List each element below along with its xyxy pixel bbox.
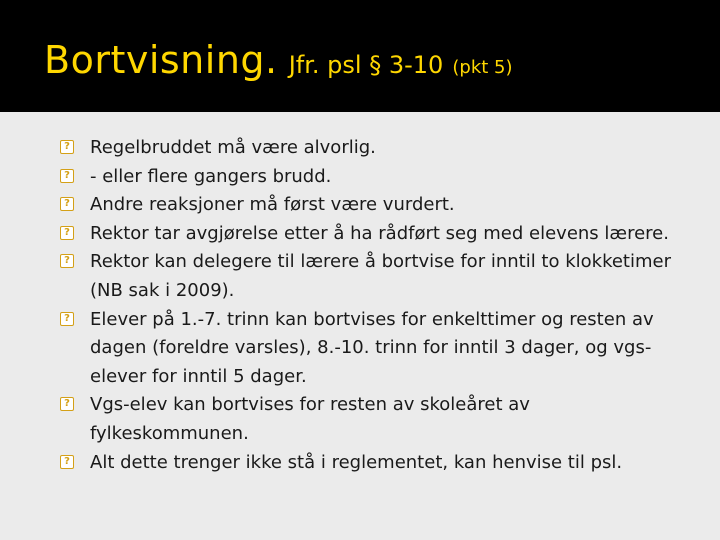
bullet-item xyxy=(60,248,690,305)
missing-glyph-icon xyxy=(60,455,74,469)
bullet-item xyxy=(60,220,690,249)
bullet-text: Rektor tar avgjørelse etter å ha rådført seg med elevens lærere. xyxy=(90,222,669,244)
bullet-item xyxy=(60,163,690,192)
missing-glyph-icon xyxy=(60,197,74,211)
missing-glyph-icon xyxy=(60,397,74,411)
bullet-item xyxy=(60,191,690,220)
bullet-text: Vgs-elev kan bortvises for resten av skoleåret av fylkeskommunen. xyxy=(90,394,530,444)
bullet-item xyxy=(60,391,690,448)
bullet-text: Elever på 1.-7. trinn kan bortvises for enkelttimer og resten av dagen (foreldre varsles), 8.-10. trinn for inntil 3 dager, og vgs-elever for inntil 5 dager. xyxy=(90,308,654,387)
missing-glyph-icon xyxy=(60,312,74,326)
missing-glyph-icon xyxy=(60,140,74,154)
bullet-item xyxy=(60,134,690,163)
title-main: Bortvisning. xyxy=(44,38,278,82)
bullet-item xyxy=(60,306,690,392)
slide-content xyxy=(0,112,720,540)
missing-glyph-icon xyxy=(60,226,74,240)
title-bar xyxy=(0,0,720,112)
bullet-text: - eller flere gangers brudd. xyxy=(90,165,332,187)
bullet-list xyxy=(60,134,690,477)
missing-glyph-icon xyxy=(60,254,74,268)
bullet-text: Alt dette trenger ikke stå i reglementet, kan henvise til psl. xyxy=(90,451,623,473)
missing-glyph-icon xyxy=(60,169,74,183)
bullet-text: Andre reaksjoner må først være vurdert. xyxy=(90,194,455,216)
bullet-item xyxy=(60,449,690,478)
title-reference: Jfr. psl § 3-10 xyxy=(288,51,444,79)
slide-title xyxy=(44,38,513,82)
title-point: (pkt 5) xyxy=(452,57,513,78)
bullet-text: Regelbruddet må være alvorlig. xyxy=(90,137,376,158)
bullet-text: Rektor kan delegere til lærere å bortvise for inntil to klokketimer (NB sak i 2009). xyxy=(90,251,671,301)
